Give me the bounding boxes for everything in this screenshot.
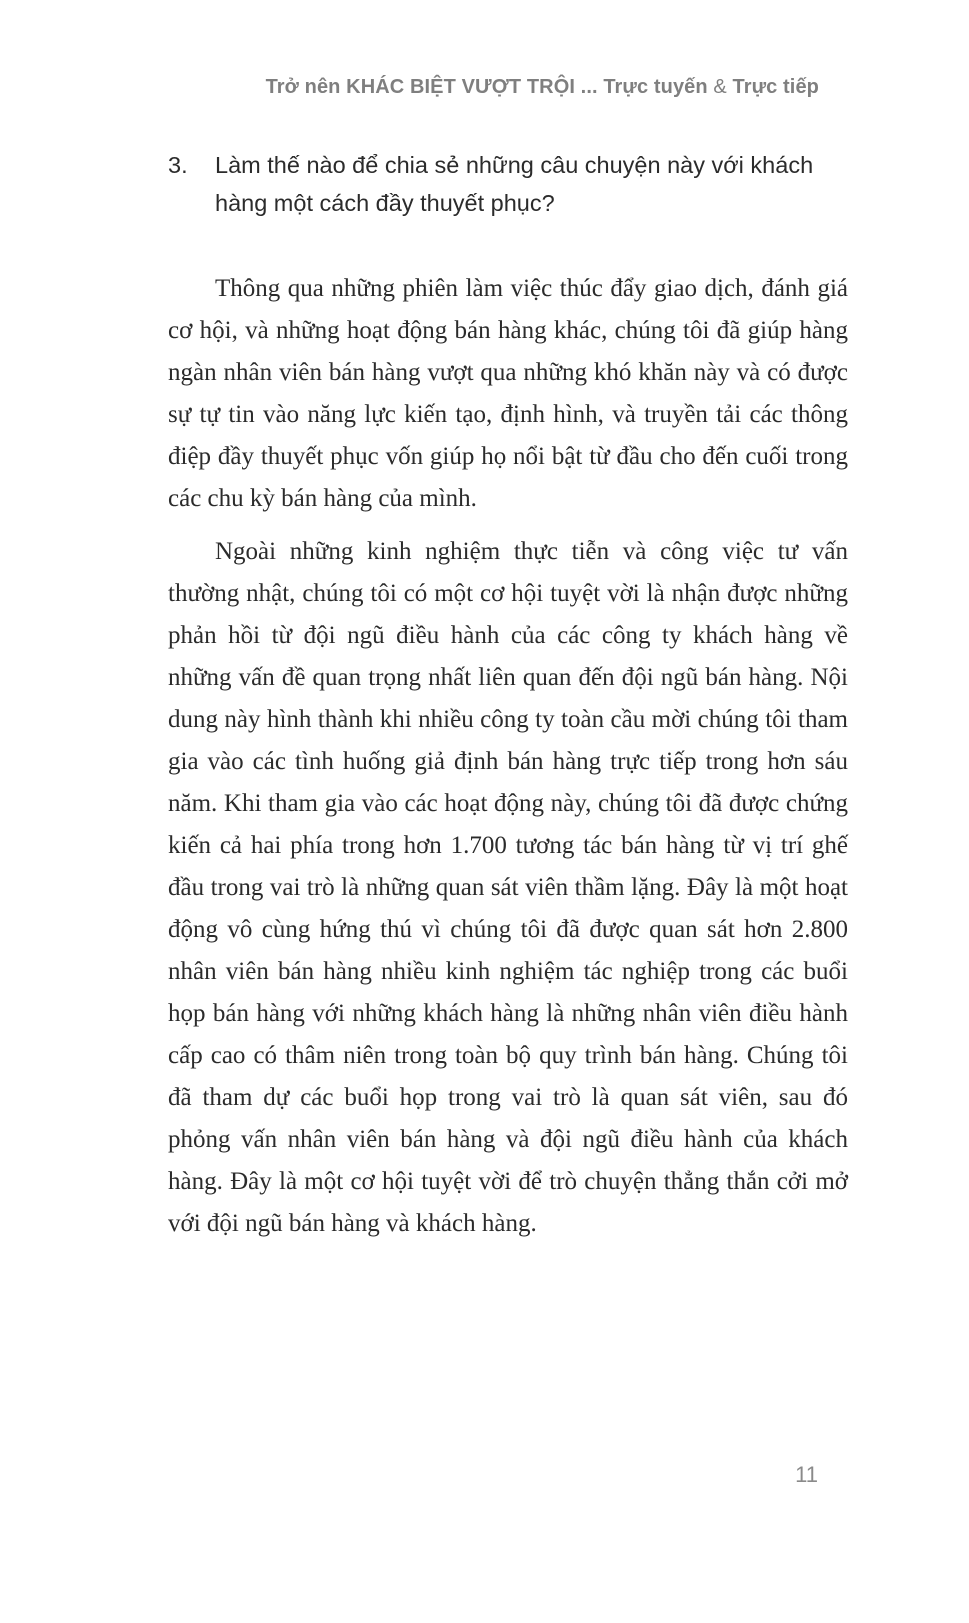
body-text [168, 268, 848, 1256]
list-number: 3. [168, 152, 188, 178]
list-question-text: Làm thế nào để chia sẻ những câu chuyện này với khách hàng một cách đầy thuyết phục? [215, 152, 814, 216]
running-header-ampersand: & [713, 76, 727, 98]
running-header-subtitle: Trực tiếp [726, 76, 819, 98]
running-header [266, 76, 819, 99]
running-header-title: Trở nên KHÁC BIỆT VƯỢT TRỘI ... Trực tuyến [265, 76, 714, 98]
paragraph-2: Ngoài những kinh nghiệm thực tiễn và công việc tư vấn thường nhật, chúng tôi có một cơ hội tuyệt vời là nhận được những phản hồi từ đội ngũ điều hành của các công ty khách hàng về những vấn đề quan trọng nhất liên quan đến đội ngũ bán hàng. Nội dung này hình thành khi nhiều công ty toàn cầu mời chúng tôi tham gia vào các tình huống giả định bán hàng trực tiếp trong hơn sáu năm. Khi tham gia vào các hoạt động này, chúng tôi đã được chứng kiến cả hai phía trong hơn 1.700 tương tác bán hàng từ vị trí ghế đầu trong vai trò là những quan sát viên thầm lặng. Đây là một hoạt động vô cùng hứng thú vì chúng tôi đã được quan sát hơn 2.800 nhân viên bán hàng nhiều kinh nghiệm tác nghiệp trong các buổi họp bán hàng với những khách hàng là những nhân viên điều hành cấp cao có thâm niên trong toàn bộ quy trình bán hàng. Chúng tôi đã tham dự các buổi họp trong vai trò là quan sát viên, sau đó phỏng vấn nhân viên bán hàng và đội ngũ điều hành của khách hàng. Đây là một cơ hội tuyệt vời để trò chuyện thẳng thắn cởi mở với đội ngũ bán hàng và khách hàng. [168, 538, 848, 1237]
numbered-question [168, 146, 848, 222]
page-number: 11 [795, 1462, 818, 1487]
paragraph-1: Thông qua những phiên làm việc thúc đẩy giao dịch, đánh giá cơ hội, và những hoạt động bán hàng khác, chúng tôi đã giúp hàng ngàn nhân viên bán hàng vượt qua những khó khăn này và có được sự tự tin vào năng lực kiến tạo, định hình, và truyền tải các thông điệp đầy thuyết phục vốn giúp họ nổi bật từ đầu cho đến cuối trong các chu kỳ bán hàng của mình. [168, 275, 848, 512]
